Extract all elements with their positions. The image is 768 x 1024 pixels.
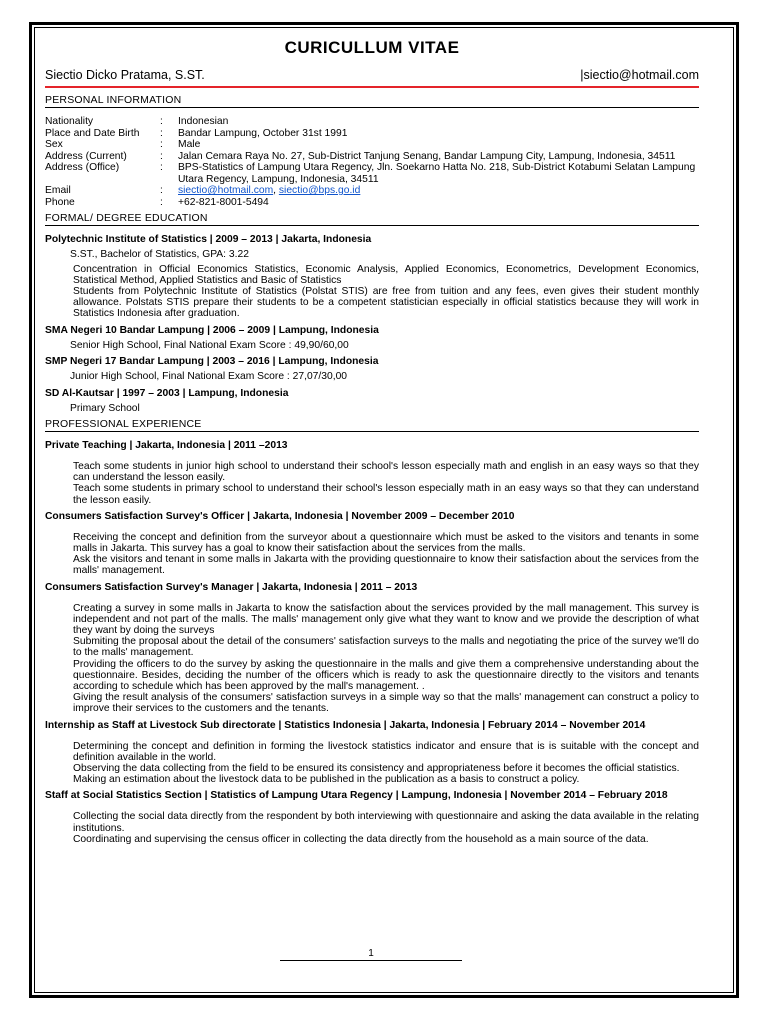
info-colon: : [160,162,163,173]
info-row-phone [45,197,699,209]
experience-entry [45,582,699,715]
entry-subtitle: S.ST., Bachelor of Statistics, GPA: 3.22 [70,249,249,260]
section-education: FORMAL/ DEGREE EDUCATION [45,212,699,226]
experience-entry [45,440,699,506]
entry-paragraph: Teach some students in junior high school to understand their school's lesson especially math and english in an easy ways so that they can understand the lesson easily. [73,461,699,484]
info-label: Sex [45,139,63,150]
entry-title: SMP Negeri 17 Bandar Lampung | 2003 – 2016 | Lampung, Indonesia [45,356,379,368]
info-row-sex [45,139,699,151]
page-number: 1 [280,948,462,961]
info-label: Nationality [45,116,94,127]
entry-subtitle: Senior High School, Final National Exam Score : 49,90/60,00 [70,339,349,351]
email-link-bps[interactable]: siectio@bps.go.id [278,185,361,196]
experience-entry [45,511,699,577]
info-row-address-current [45,151,699,163]
entry-paragraph: Students from Polytechnic Institute of Statistics (Polstat STIS) are free from tuition and any fees, even gives their student monthly allowance. Polstats STIS prepare their students to be a competent statistician especially in official statistics because they will work in Statistics Indonesia after graduation. [73,285,699,320]
entry-title: Private Teaching | Jakarta, Indonesia | 2011 –2013 [45,440,288,452]
info-label: Address (Current) [45,150,127,162]
education-entry [45,356,699,383]
entry-subtitle: Primary School [70,402,140,414]
entry-title: Internship as Staff at Livestock Sub directorate | Statistics Indonesia | Jakarta, Indonesia | February 2014 – November 2014 [45,719,646,731]
info-label: Phone [45,196,75,208]
info-row-birth [45,128,699,140]
experience-entry [45,790,699,845]
entry-paragraph: Teach some students in primary school to understand their school's lesson especially math in an easy ways so that they can understand the lesson easily. [73,483,699,506]
entry-paragraph: Collecting the social data directly from the respondent by both interviewing with questionnaire and asking the data available in the relating institutions. [73,811,699,834]
education-entry [45,234,699,320]
entry-title: Consumers Satisfaction Survey's Manager | Jakarta, Indonesia | 2011 – 2013 [45,581,418,593]
entry-subtitle: Junior High School, Final National Exam Score : 27,07/30,00 [70,371,348,383]
full-name: Siectio Dicko Pratama, S.ST. [45,68,205,82]
entry-paragraph: Concentration in Official Economics Statistics, Economic Analysis, Applied Economics, Econometrics, Development Economics, Statistical Method, Applied Statistics and Basic of Statistics [73,263,699,286]
red-divider [45,86,699,88]
entry-paragraph: Giving the result analysis of the consumers' satisfaction surveys in a simple way so that the malls' management can construct a policy to improve their services to the customers and the tenants. [73,692,699,715]
email-separator: , [273,185,279,196]
info-value: BPS-Statistics of Lampung Utara Regency, Jln. Soekarno Hatta No. 218, Sub-District Kotabumi Selatan Lampung Utara Regency, Lampung, Indonesia, 34511 [178,162,696,185]
info-label: Place and Date Birth [45,127,140,139]
entry-paragraph: Ask the visitors and tenant in some malls in Jakarta with the providing questionnaire to know their satisfaction about the services from the malls' management. [73,554,699,577]
entry-paragraph: Creating a survey in some malls in Jakarta to know the satisfaction about the services provided by the mall management. This survey is independent and not part of the malls. The malls' management only give what they want to know and we provide the description of what they want by doing the surveys [73,602,699,637]
document-title: CURICULLUM VITAE [284,38,460,57]
info-row-address-office [45,162,699,185]
info-colon: : [160,185,163,196]
name-row [45,68,699,84]
entry-paragraph: Determining the concept and definition in forming the livestock statistics indicator and ensure that is is suitable with the concept and definition available in the world. [73,740,699,763]
info-row-email [45,185,699,197]
entry-title: Polytechnic Institute of Statistics | 2009 – 2013 | Jakarta, Indonesia [45,234,372,245]
info-value [178,185,699,197]
info-value: Bandar Lampung, October 31st 1991 [178,127,348,139]
education-entry [45,388,699,415]
email-link-hotmail[interactable]: siectio@hotmail.com [178,185,274,196]
info-label: Address (Office) [45,162,120,173]
entry-paragraph: Observing the data collecting from the field to be ensured its consistency and appropriateness before it becomes the official statistics. [73,763,680,775]
info-colon: : [160,196,163,208]
section-personal-information: PERSONAL INFORMATION [45,94,699,108]
info-value: +62-821-8001-5494 [178,196,269,208]
info-colon: : [160,116,163,127]
entry-title: Consumers Satisfaction Survey's Officer | Jakarta, Indonesia | November 2009 – December 2010 [45,510,515,522]
section-experience: PROFESSIONAL EXPERIENCE [45,418,699,432]
personal-info-list [45,116,699,208]
info-colon: : [160,127,163,139]
education-entry [45,325,699,352]
entry-paragraph: Receiving the concept and definition from the surveyor about a questionnaire which must be asked to the visitors and tenants in some malls in Jakarta. This survey has a goal to know their satisfaction about the services from the malls. [73,531,699,555]
info-value: Male [178,139,201,150]
header-email: |siectio@hotmail.com [580,68,699,82]
entry-title: Staff at Social Statistics Section | Statistics of Lampung Utara Regency | Lampung, Indonesia | November 2014 – February 2018 [45,790,668,802]
info-label: Email [45,185,71,196]
entry-paragraph: Submiting the proposal about the detail of the consumers' satisfaction surveys to the malls and negotiating the price of the survey we'll do to the malls' management. [73,636,699,659]
entry-paragraph: Making an estimation about the livestock data to be published in the publication as a basis to construct a policy. [73,774,580,786]
info-colon: : [160,150,163,162]
entry-title: SD Al-Kautsar | 1997 – 2003 | Lampung, Indonesia [45,387,289,399]
info-value: Indonesian [178,116,229,127]
info-colon: : [160,139,163,150]
info-row-nationality [45,116,699,128]
experience-entry [45,720,699,786]
entry-paragraph: Providing the officers to do the survey by asking the questionnaire in the malls and give them a comprehensive understanding about the questionnaire. Besides, deciding the number of the officers which is ready to ask the questionnaire directly to the visitors and tenants according to schedule which has been approved by the mall's management. . [73,658,699,693]
cv-document [45,36,699,845]
info-value: Jalan Cemara Raya No. 27, Sub-District Tanjung Senang, Bandar Lampung City, Lampung, Indonesia, 34511 [178,150,676,162]
entry-title: SMA Negeri 10 Bandar Lampung | 2006 – 2009 | Lampung, Indonesia [45,324,379,336]
entry-paragraph: Coordinating and supervising the census officer in collecting the data directly from the household as a main source of the data. [73,833,649,845]
